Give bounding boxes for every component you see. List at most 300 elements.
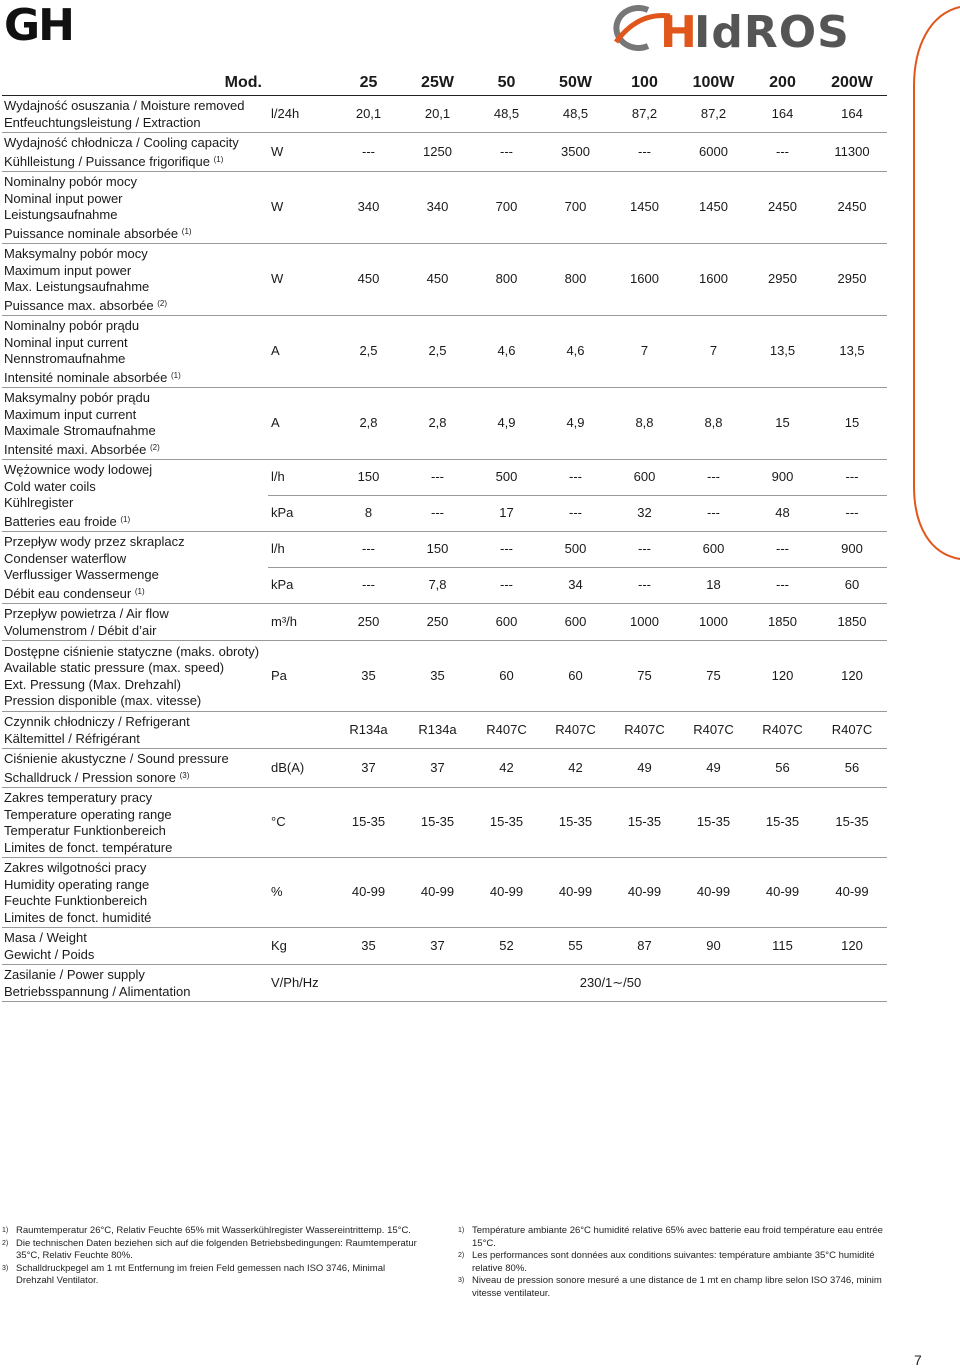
value-cell: 48	[748, 496, 817, 532]
label-text: Verflussiger Wassermenge	[4, 567, 159, 582]
unit-cell: dB(A)	[268, 749, 334, 788]
footnote-text: Température ambiante 26°C humidité relative 65% avec batterie eau froid température eau entrée 15°C.	[472, 1225, 883, 1249]
value-cell: 42	[541, 749, 610, 788]
value-cell: R407C	[472, 712, 541, 749]
spec-row	[2, 244, 887, 316]
label-line	[4, 714, 266, 731]
label-text: Limites de fonct. humidité	[4, 909, 152, 925]
label-text: Limites de fonct. température	[4, 839, 173, 855]
value-cell: 2450	[748, 172, 817, 244]
label-bold: Dostępne ciśnienie statyczne (maks. obroty)	[4, 643, 260, 659]
value-cell: 600	[541, 604, 610, 641]
svg-text:IdROS: IdROS	[694, 7, 850, 52]
value-cell: ---	[403, 496, 472, 532]
value-cell: 52	[472, 928, 541, 965]
value-cell: 2950	[817, 244, 887, 316]
value-cell: 2,5	[334, 316, 403, 388]
label-text: Intensité maxi. Absorbée	[4, 441, 147, 457]
label-line	[4, 351, 266, 368]
footnote-number: 2)	[458, 1252, 465, 1259]
label-text: Condenser waterflow	[4, 550, 127, 566]
footnote-text: Raumtemperatur 26°C, Relativ Feuchte 65% mit Wasserkühlregister Wassereintrittemp. 15°C.	[16, 1225, 411, 1236]
label-line	[4, 693, 266, 710]
value-cell: ---	[748, 133, 817, 172]
spec-table-body	[2, 96, 887, 1002]
value-cell: ---	[334, 568, 403, 604]
value-cell: 2,8	[334, 388, 403, 460]
label-text: Puissance max. absorbée	[4, 297, 154, 313]
value-cell: 49	[679, 749, 748, 788]
model-header: 100W	[679, 71, 748, 96]
value-cell: 20,1	[334, 96, 403, 133]
label-line	[4, 263, 266, 280]
label-bold: Zakres temperatury pracy	[4, 790, 153, 805]
value-cell: 75	[610, 641, 679, 712]
label-line	[4, 751, 266, 768]
label-text: Maximum input power	[4, 262, 132, 278]
value-cell: 1600	[679, 244, 748, 316]
value-cell: 40-99	[472, 858, 541, 928]
value-cell: 15-35	[472, 788, 541, 858]
unit-cell	[268, 712, 334, 749]
footnote	[2, 1263, 418, 1288]
value-cell: 4,9	[541, 388, 610, 460]
label-line	[4, 823, 266, 840]
value-cell: 500	[541, 532, 610, 568]
spec-row	[2, 749, 887, 788]
label-bold: Nominalny pobór mocy	[4, 174, 137, 189]
unit-cell: W	[268, 172, 334, 244]
value-cell: 60	[817, 568, 887, 604]
unit-cell: l/h	[268, 532, 334, 568]
footnote-ref: (2)	[149, 442, 160, 452]
value-cell: 60	[472, 641, 541, 712]
value-cell: 40-99	[748, 858, 817, 928]
label-line	[4, 135, 266, 152]
label-line	[4, 98, 266, 115]
mod-label: Mod.	[2, 71, 268, 96]
spec-row	[2, 460, 887, 496]
unit-cell: V/Ph/Hz	[268, 965, 334, 1002]
unit-cell: kPa	[268, 568, 334, 604]
value-cell: 17	[472, 496, 541, 532]
row-label	[2, 788, 268, 858]
label-line	[4, 840, 266, 857]
spec-row	[2, 641, 887, 712]
value-cell: 90	[679, 928, 748, 965]
spec-row	[2, 133, 887, 172]
value-cell: ---	[610, 133, 679, 172]
value-cell: 120	[817, 641, 887, 712]
value-cell: 1600	[610, 244, 679, 316]
label-text: / Cooling capacity	[132, 135, 239, 150]
hidros-logo	[608, 2, 890, 52]
row-label	[2, 604, 268, 641]
label-bold: Przepływ wody przez skraplacz	[4, 534, 185, 549]
spec-row	[2, 532, 887, 568]
label-text: Humidity operating range	[4, 876, 150, 892]
footnotes-french	[458, 1225, 888, 1300]
value-cell: 49	[610, 749, 679, 788]
label-bold: Wydajność chłodnicza	[4, 135, 133, 150]
row-label	[2, 965, 268, 1002]
label-text: Available static pressure (max. speed)	[4, 660, 225, 675]
unit-cell: m³/h	[268, 604, 334, 641]
label-line	[4, 768, 266, 787]
value-cell: 900	[748, 460, 817, 496]
value-cell: 450	[403, 244, 472, 316]
label-bold: Zasilanie	[4, 967, 57, 982]
label-line	[4, 279, 266, 296]
footnote-ref: (1)	[134, 586, 145, 596]
value-cell: 87	[610, 928, 679, 965]
value-cell: 15-35	[403, 788, 472, 858]
value-cell: ---	[472, 532, 541, 568]
row-label	[2, 641, 268, 712]
label-text: Nominal input current	[4, 334, 128, 350]
label-text: Batteries eau froide	[4, 513, 117, 529]
label-line	[4, 174, 266, 191]
value-cell: ---	[610, 532, 679, 568]
value-cell: 1850	[817, 604, 887, 641]
spec-row	[2, 712, 887, 749]
footnote-number: 2)	[2, 1239, 9, 1247]
page-number: 7	[914, 1352, 922, 1368]
value-cell: 18	[679, 568, 748, 604]
value-cell: 600	[472, 604, 541, 641]
footnote	[2, 1225, 418, 1238]
value-cell: 56	[817, 749, 887, 788]
value-cell: R407C	[541, 712, 610, 749]
value-cell: 40-99	[817, 858, 887, 928]
value-cell: 700	[472, 172, 541, 244]
label-text: / Refrigerant	[114, 714, 190, 729]
model-header: 200	[748, 71, 817, 96]
value-cell: 164	[817, 96, 887, 133]
value-cell: 4,6	[472, 316, 541, 388]
row-label	[2, 96, 268, 133]
value-cell: ---	[541, 460, 610, 496]
label-line	[4, 967, 266, 984]
unit-cell: °C	[268, 788, 334, 858]
value-cell: 56	[748, 749, 817, 788]
label-text: Schalldruck / Pression sonore	[4, 769, 176, 785]
label-text: Nennstromaufnahme	[4, 351, 126, 366]
label-line	[4, 207, 266, 224]
label-text: Entfeuchtungsleistung / Extraction	[4, 114, 201, 130]
label-line	[4, 462, 266, 479]
value-cell: ---	[817, 496, 887, 532]
label-line	[4, 877, 266, 894]
value-cell: 40-99	[334, 858, 403, 928]
value-cell: 20,1	[403, 96, 472, 133]
footnote	[458, 1275, 888, 1300]
label-text: Kühlregister	[4, 495, 74, 510]
value-cell: 13,5	[817, 316, 887, 388]
value-cell: 8	[334, 496, 403, 532]
value-cell: 2,5	[403, 316, 472, 388]
value-cell: 15-35	[817, 788, 887, 858]
value-cell: 40-99	[541, 858, 610, 928]
label-text: Cold water coils	[4, 478, 96, 494]
value-cell: 8,8	[610, 388, 679, 460]
value-cell: 87,2	[679, 96, 748, 133]
label-line	[4, 677, 266, 694]
spec-table	[2, 71, 887, 1002]
value-cell: 35	[334, 928, 403, 965]
value-cell: ---	[610, 568, 679, 604]
value-cell: 15-35	[610, 788, 679, 858]
value-cell: 7	[679, 316, 748, 388]
value-cell: 164	[748, 96, 817, 133]
label-line	[4, 860, 266, 877]
label-bold: Maksymalny pobór mocy	[4, 246, 148, 261]
model-header: 200W	[817, 71, 887, 96]
model-header: 50	[472, 71, 541, 96]
unit-cell: l/24h	[268, 96, 334, 133]
label-line	[4, 731, 266, 748]
value-cell: ---	[679, 496, 748, 532]
row-label	[2, 858, 268, 928]
value-cell: 150	[403, 532, 472, 568]
label-line	[4, 551, 266, 568]
svg-text:H: H	[660, 7, 696, 52]
label-text: Betriebsspannung / Alimentation	[4, 983, 191, 999]
value-cell: 800	[541, 244, 610, 316]
label-text: Kältemittel / Réfrigérant	[4, 730, 140, 746]
label-line	[4, 893, 266, 910]
spec-row	[2, 928, 887, 965]
spec-row	[2, 172, 887, 244]
label-line	[4, 947, 266, 964]
footnote-number: 3)	[458, 1277, 465, 1284]
model-header: 25	[334, 71, 403, 96]
value-cell: 35	[403, 641, 472, 712]
label-line	[4, 623, 266, 640]
value-cell: 87,2	[610, 96, 679, 133]
row-label	[2, 388, 268, 460]
label-text: Pression disponible (max. vitesse)	[4, 693, 202, 708]
value-cell: ---	[748, 532, 817, 568]
label-line	[4, 606, 266, 623]
footnote	[458, 1225, 888, 1250]
spec-row	[2, 316, 887, 388]
value-cell: 3500	[541, 133, 610, 172]
value-cell: ---	[334, 133, 403, 172]
unit-cell: %	[268, 858, 334, 928]
footnote	[2, 1238, 418, 1263]
label-line	[4, 390, 266, 407]
label-bold: Zakres wilgotności pracy	[4, 860, 147, 875]
model-header-row	[2, 71, 887, 96]
value-cell: 75	[679, 641, 748, 712]
label-text: Maximum input current	[4, 406, 137, 422]
footnote-text: Schalldruckpegel am 1 mt Entfernung im freien Feld gemessen nach ISO 3746, Minimal Drehzahl Ventilator.	[16, 1262, 386, 1286]
label-line	[4, 910, 266, 927]
value-cell: ---	[748, 568, 817, 604]
label-line	[4, 335, 266, 352]
label-text: / Air flow	[116, 606, 169, 621]
value-cell: 1000	[679, 604, 748, 641]
value-cell: 600	[610, 460, 679, 496]
label-text: Temperature operating range	[4, 806, 172, 822]
footnote-text: Niveau de pression sonore mesuré a une distance de 1 mt en champ libre selon ISO 3746, minim vitesse ventilateur.	[472, 1275, 882, 1299]
spec-row	[2, 858, 887, 928]
value-cell: 600	[679, 532, 748, 568]
footnote-number: 3)	[2, 1264, 9, 1272]
label-line	[4, 984, 266, 1001]
unit-cell: Kg	[268, 928, 334, 965]
label-bold: Maksymalny pobór prądu	[4, 390, 150, 405]
value-cell: 15-35	[748, 788, 817, 858]
value-cell: 450	[334, 244, 403, 316]
label-bold: Przepływ powietrza	[4, 606, 116, 621]
label-line	[4, 423, 266, 440]
value-cell: ---	[472, 133, 541, 172]
value-cell: 7	[610, 316, 679, 388]
value-cell: 250	[334, 604, 403, 641]
label-text: Volumenstrom / Débit d’air	[4, 622, 157, 638]
value-cell: 15-35	[679, 788, 748, 858]
label-text: Ext. Pressung (Max. Drehzahl)	[4, 676, 182, 692]
value-cell: ---	[541, 496, 610, 532]
value-cell: 120	[817, 928, 887, 965]
footnote-ref: (3)	[179, 770, 190, 780]
footnote-number: 1)	[2, 1227, 9, 1234]
value-cell: ---	[817, 460, 887, 496]
spec-row	[2, 604, 887, 641]
value-cell: 34	[541, 568, 610, 604]
row-label	[2, 460, 268, 532]
value-cell: 2,8	[403, 388, 472, 460]
label-text: Puissance nominale absorbée	[4, 225, 179, 241]
label-text: Kühlleistung / Puissance frigorifique	[4, 153, 210, 169]
label-text: / Weight	[35, 930, 87, 945]
value-cell: 700	[541, 172, 610, 244]
value-cell: 2950	[748, 244, 817, 316]
label-line	[4, 660, 266, 677]
footnote-ref: (1)	[213, 154, 224, 164]
label-line	[4, 368, 266, 387]
row-label	[2, 749, 268, 788]
label-line	[4, 567, 266, 584]
label-text: Débit eau condenseur	[4, 585, 132, 601]
value-cell: 42	[472, 749, 541, 788]
unit-cell: l/h	[268, 460, 334, 496]
value-cell: 115	[748, 928, 817, 965]
footnote-number: 1)	[458, 1227, 465, 1234]
label-line	[4, 584, 266, 603]
label-line	[4, 296, 266, 315]
value-cell: 230/1∼/50	[334, 965, 887, 1002]
footnote-ref: (1)	[120, 514, 131, 524]
value-cell: 48,5	[541, 96, 610, 133]
label-bold: Masa	[4, 930, 36, 945]
value-cell: 8,8	[679, 388, 748, 460]
value-cell: R407C	[817, 712, 887, 749]
label-text: Intensité nominale absorbée	[4, 369, 168, 385]
value-cell: 340	[403, 172, 472, 244]
value-cell: 32	[610, 496, 679, 532]
spec-row	[2, 388, 887, 460]
label-line	[4, 644, 266, 661]
value-cell: R407C	[610, 712, 679, 749]
value-cell: 37	[403, 928, 472, 965]
label-line	[4, 407, 266, 424]
value-cell: 2450	[817, 172, 887, 244]
value-cell: 15-35	[334, 788, 403, 858]
model-header: 50W	[541, 71, 610, 96]
footnote	[458, 1250, 888, 1275]
label-line	[4, 318, 266, 335]
footnote-ref: (2)	[157, 298, 167, 308]
label-line	[4, 246, 266, 263]
label-line	[4, 115, 266, 132]
label-text: Leistungsaufnahme	[4, 207, 118, 222]
value-cell: 900	[817, 532, 887, 568]
value-cell: R407C	[679, 712, 748, 749]
label-text: Max. Leistungsaufnahme	[4, 279, 150, 294]
unit-cell: kPa	[268, 496, 334, 532]
value-cell: 37	[403, 749, 472, 788]
row-label	[2, 532, 268, 604]
value-cell: 15-35	[541, 788, 610, 858]
value-cell: 1450	[679, 172, 748, 244]
row-label	[2, 928, 268, 965]
decorative-arc	[912, 6, 960, 560]
label-line	[4, 534, 266, 551]
spec-row	[2, 96, 887, 133]
unit-cell: W	[268, 133, 334, 172]
value-cell: 120	[748, 641, 817, 712]
value-cell: 800	[472, 244, 541, 316]
value-cell: 55	[541, 928, 610, 965]
label-text: Temperatur Funktionbereich	[4, 823, 166, 838]
value-cell: 4,6	[541, 316, 610, 388]
value-cell: R134a	[334, 712, 403, 749]
value-cell: 250	[403, 604, 472, 641]
row-label	[2, 133, 268, 172]
label-text: Gewicht / Poids	[4, 946, 95, 962]
label-line	[4, 224, 266, 243]
value-cell: 150	[334, 460, 403, 496]
row-label	[2, 172, 268, 244]
unit-cell: A	[268, 388, 334, 460]
value-cell: 7,8	[403, 568, 472, 604]
value-cell: 15	[817, 388, 887, 460]
spec-row	[2, 965, 887, 1002]
value-cell: 1450	[610, 172, 679, 244]
label-text: / Moisture removed	[129, 98, 245, 113]
label-line	[4, 512, 266, 531]
value-cell: 1000	[610, 604, 679, 641]
value-cell: ---	[334, 532, 403, 568]
row-label	[2, 712, 268, 749]
label-line	[4, 191, 266, 208]
value-cell: 40-99	[403, 858, 472, 928]
footnote-text: Les performances sont données aux conditions suivantes: température ambiante 35°C humidité relative 80%.	[472, 1250, 875, 1274]
label-bold: Wężownice wody lodowej	[4, 462, 153, 477]
value-cell: 40-99	[679, 858, 748, 928]
unit-cell: A	[268, 316, 334, 388]
label-text: / Power supply	[56, 967, 145, 982]
label-bold: Czynnik chłodniczy	[4, 714, 115, 729]
gh-logo: GH	[4, 0, 73, 51]
value-cell: ---	[472, 568, 541, 604]
label-text: Feuchte Funktionbereich	[4, 893, 148, 908]
label-bold: Ciśnienie akustyczne	[4, 751, 127, 766]
label-text: / Sound pressure	[126, 751, 229, 766]
